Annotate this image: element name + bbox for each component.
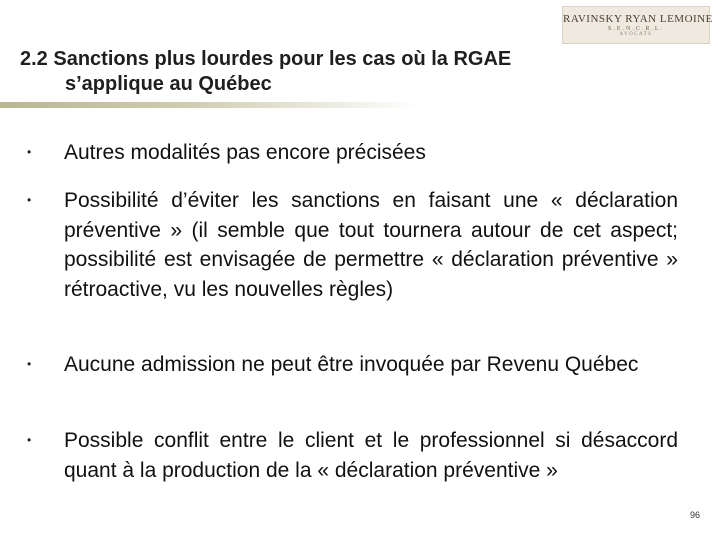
- bullet-text: Possible conflit entre le client et le professionnel si désaccord quant à la production de la « déclaration préventive »: [64, 429, 678, 482]
- bullet-text: Possibilité d’éviter les sanctions en faisant une « déclaration préventive » (il semble que tout tournera autour de cet aspect; possibilité est envisagée de permettre « déclaration préventive » rétroactive, vu les nouvelles règles): [64, 189, 678, 301]
- page-number: 96: [689, 510, 700, 520]
- bullet-text: Autres modalités pas encore précisées: [64, 141, 426, 164]
- bullet-marker: •: [27, 357, 32, 371]
- bullet-marker: •: [27, 145, 32, 159]
- firm-logo: [562, 6, 713, 44]
- bullet-marker: •: [27, 193, 32, 207]
- title-underline: [0, 102, 420, 108]
- bullet-marker: •: [27, 433, 32, 447]
- logo-name: RAVINSKY RYAN LEMOINE: [563, 13, 713, 25]
- logo-tagline: AVOCATS: [619, 32, 653, 37]
- slide-title-line-2: s’applique au Québec: [65, 73, 272, 95]
- logo-subtitle: S.E.N.C.R.L.: [607, 26, 664, 32]
- slide-title: [20, 47, 640, 97]
- slide-title-line-1: 2.2 Sanctions plus lourdes pour les cas où la RGAE: [20, 48, 512, 70]
- bullet-text: Aucune admission ne peut être invoquée par Revenu Québec: [64, 353, 639, 376]
